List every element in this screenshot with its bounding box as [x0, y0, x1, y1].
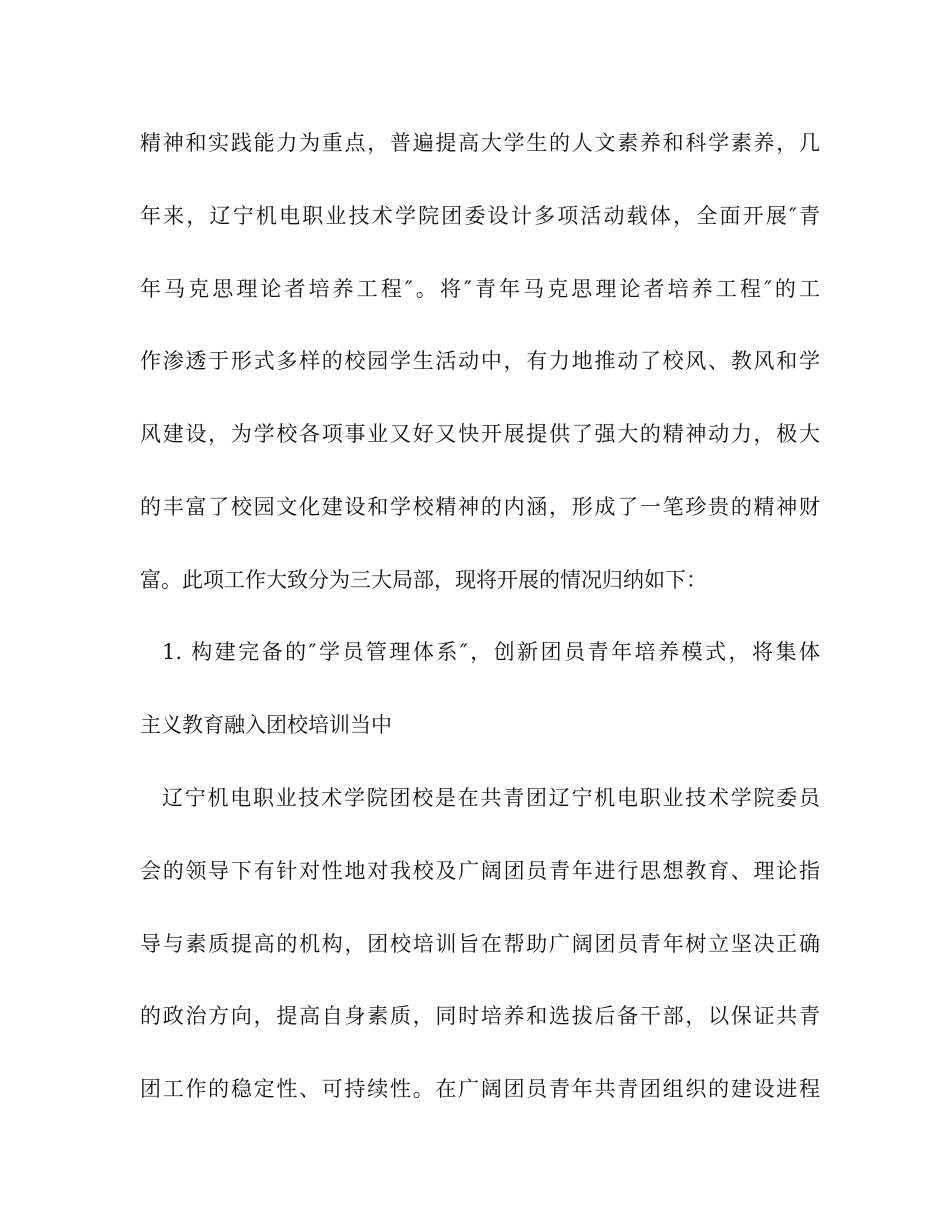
text-line: 会的领导下有针对性地对我校及广阔团员青年进行思想教育、理论指 — [140, 859, 820, 883]
text-line: 年来，辽宁机电职业技术学院团委设计多项活动载体，全面开展″青 — [140, 204, 820, 228]
text-line: 导与素质提高的机构，团校培训旨在帮助广阔团员青年树立坚决正确 — [140, 932, 820, 956]
text-line: 辽宁机电职业技术学院团校是在共青团辽宁机电职业技术学院委员 — [162, 786, 820, 810]
text-line: 团工作的稳定性、可持续性。在广阔团员青年共青团组织的建设进程 — [140, 1077, 820, 1101]
text-line: 的政治方向，提高自身素质，同时培养和选拔后备干部，以保证共青 — [140, 1004, 820, 1028]
text-line: 年马克思理论者培养工程″。将″青年马克思理论者培养工程″的工 — [140, 277, 820, 301]
text-line: 风建设，为学校各项事业又好又快开展提供了强大的精神动力，极大 — [140, 422, 820, 446]
text-line: 的丰富了校园文化建设和学校精神的内涵，形成了一笔珍贵的精神财 — [140, 495, 820, 519]
text-line: 富。此项工作大致分为三大局部，现将开展的情况归纳如下： — [140, 568, 707, 592]
list-item-heading-continued: 主义教育融入团校培训当中 — [140, 713, 392, 737]
list-item-heading: 1. 构建完备的″学员管理体系″，创新团员青年培养模式，将集体 — [162, 640, 820, 664]
text-line: 作渗透于形式多样的校园学生活动中，有力地推动了校风、教风和学 — [140, 349, 820, 373]
text-line: 精神和实践能力为重点，普遍提高大学生的人文素养和科学素养，几 — [140, 131, 820, 155]
